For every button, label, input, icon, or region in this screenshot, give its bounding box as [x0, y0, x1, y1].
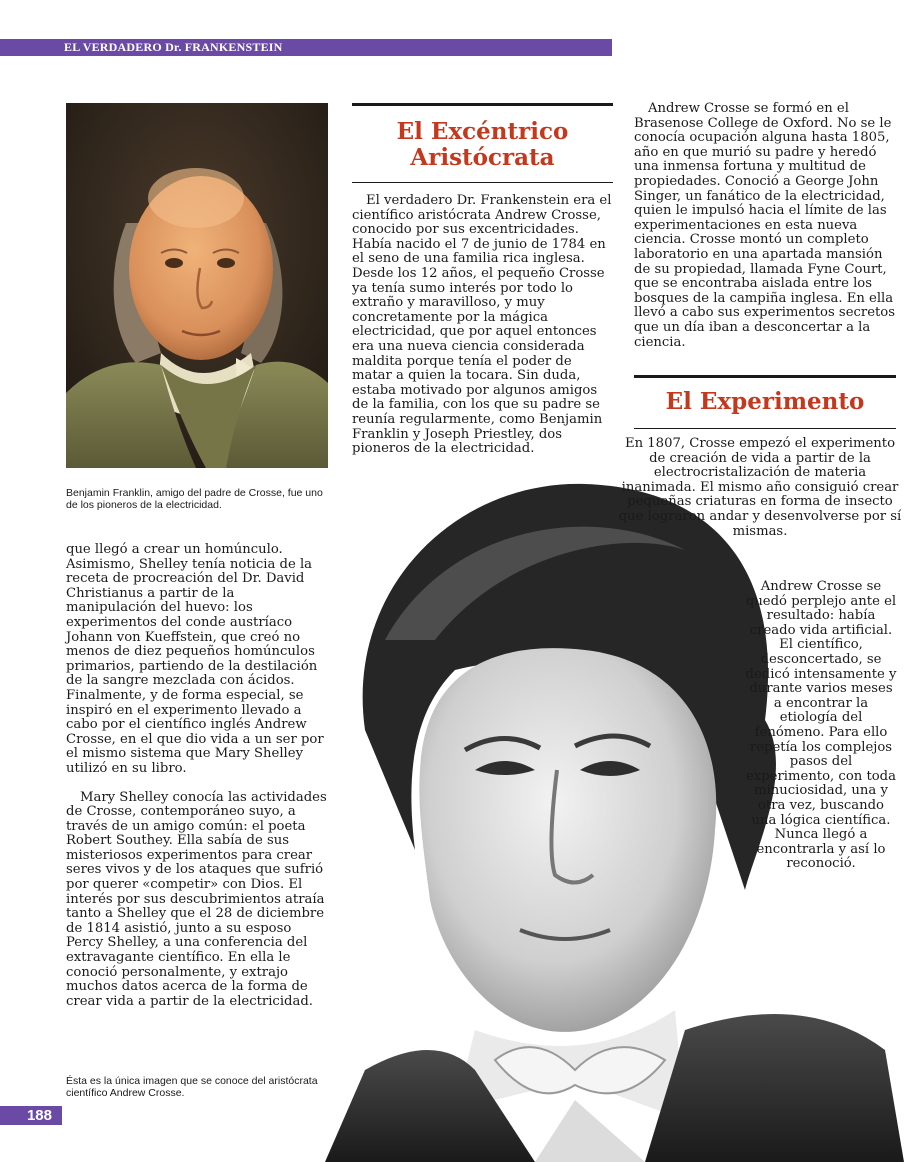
experimento-paragraph-1: En 1807, Crosse empezó el experimento de creación de vida a partir de la electrocristalización de materia inanimada. El mismo año consiguió crear pequeñas criaturas en forma de insecto que lograron andar y desenvolverse por sí mismas.	[618, 436, 902, 539]
section-title-experimento: El Experimento	[665, 388, 865, 415]
franklin-portrait	[66, 103, 328, 468]
left-paragraph-1: que llegó a crear un homúnculo. Asimismo, Shelley tenía noticia de la receta de procreación del Dr. David Christianus a partir de la manipulación del huevo: los experimentos del conde austríaco Johann von Kueffstein, que creó no menos de diez pequeños homúnculos primarios, partiendo de la destilación de la sangre mezclada con ácidos. Finalmente, y de forma especial, se inspiró en el experimento llevado a cabo por el científico inglés Andrew Crosse, en el que dio vida a un ser por el mismo sistema que Mary Shelley utilizó en su libro.	[66, 542, 324, 776]
excentrico-body	[352, 194, 613, 457]
section-rule-top	[352, 103, 613, 106]
oxford-body	[634, 102, 896, 350]
left-paragraph-2: Mary Shelley conocía las actividades de Crosse, contemporáneo suyo, a través de un amigo común: el poeta Robert Southey. Ella sabía de sus misteriosos experimentos para crear seres vivos y de los ataques que sufrió por querer «competir» con Dios. El interés por sus descubrimientos atraía tanto a Shelley que el 28 de diciembre de 1814 asistió, junto a su esposo Percy Shelley, a una conferencia del extravagante científico. En ella le conoció personalmente, y extrajo muchos datos acerca de la forma de crear vida a partir de la electricidad.	[66, 789, 327, 1009]
crosse-caption: Ésta es la única imagen que se conoce del aristócrata científico Andrew Crosse.	[66, 1075, 318, 1099]
section-title-line1: El Excéntrico	[396, 118, 569, 145]
experimento-body-2	[745, 580, 897, 872]
experimento-rule-top	[634, 375, 896, 378]
experimento-paragraph-2: Andrew Crosse se quedó perplejo ante el resultado: había creado vida artificial. El científico, desconcertado, se dedicó intensamente y durante varios meses a encontrar la etiología del fenómeno. Para ello repetía los complejos pasos del experimento, con toda minuciosidad, una y otra vez, buscando una lógica científica. Nunca llegó a encontrarla y así lo reconoció.	[745, 579, 897, 872]
experimento-rule-bottom	[634, 428, 896, 429]
section-title-excentrico	[352, 119, 613, 171]
section-title-line2: Aristócrata	[410, 144, 555, 171]
experimento-body-1	[616, 437, 904, 539]
running-header: EL VERDADERO Dr. FRANKENSTEIN	[0, 39, 612, 56]
page-number: 188	[0, 1106, 62, 1125]
left-column-body	[66, 543, 328, 1009]
excentrico-paragraph: El verdadero Dr. Frankenstein era el científico aristócrata Andrew Crosse, conocido por sus excentricidades. Había nacido el 7 de junio de 1784 en el seno de una familia rica inglesa. Desde los 12 años, el pequeño Crosse ya tenía sumo interés por todo lo extraño y maravilloso, y muy concretamente por la mágica electricidad, que por aquel entonces era una nueva ciencia considerada maldita porque tenía el poder de matar a quien la tocara. Sin duda, estaba motivado por algunos amigos de la familia, con los que su padre se reunía regularmente, como Benjamin Franklin y Joseph Priestley, dos pioneros de la electricidad.	[352, 193, 612, 457]
franklin-caption: Benjamin Franklin, amigo del padre de Crosse, fue uno de los pioneros de la electricidad.	[66, 487, 323, 511]
oxford-paragraph: Andrew Crosse se formó en el Brasenose College de Oxford. No se le conocía ocupación alguna hasta 1805, año en que murió su padre y heredó una inmensa fortuna y multitud de propiedades. Conoció a George John Singer, un fanático de la electricidad, quien le impulsó hacia el límite de las experimentaciones en esta nueva ciencia. Crosse montó un completo laboratorio en una apartada mansión de su propiedad, llamada Fyne Court, que se encontraba aislada entre los bosques de la campiña inglesa. En ella llevó a cabo sus experimentos secretos que un día iban a desconcertar a la ciencia.	[634, 101, 896, 350]
section-rule-bottom	[352, 182, 613, 183]
